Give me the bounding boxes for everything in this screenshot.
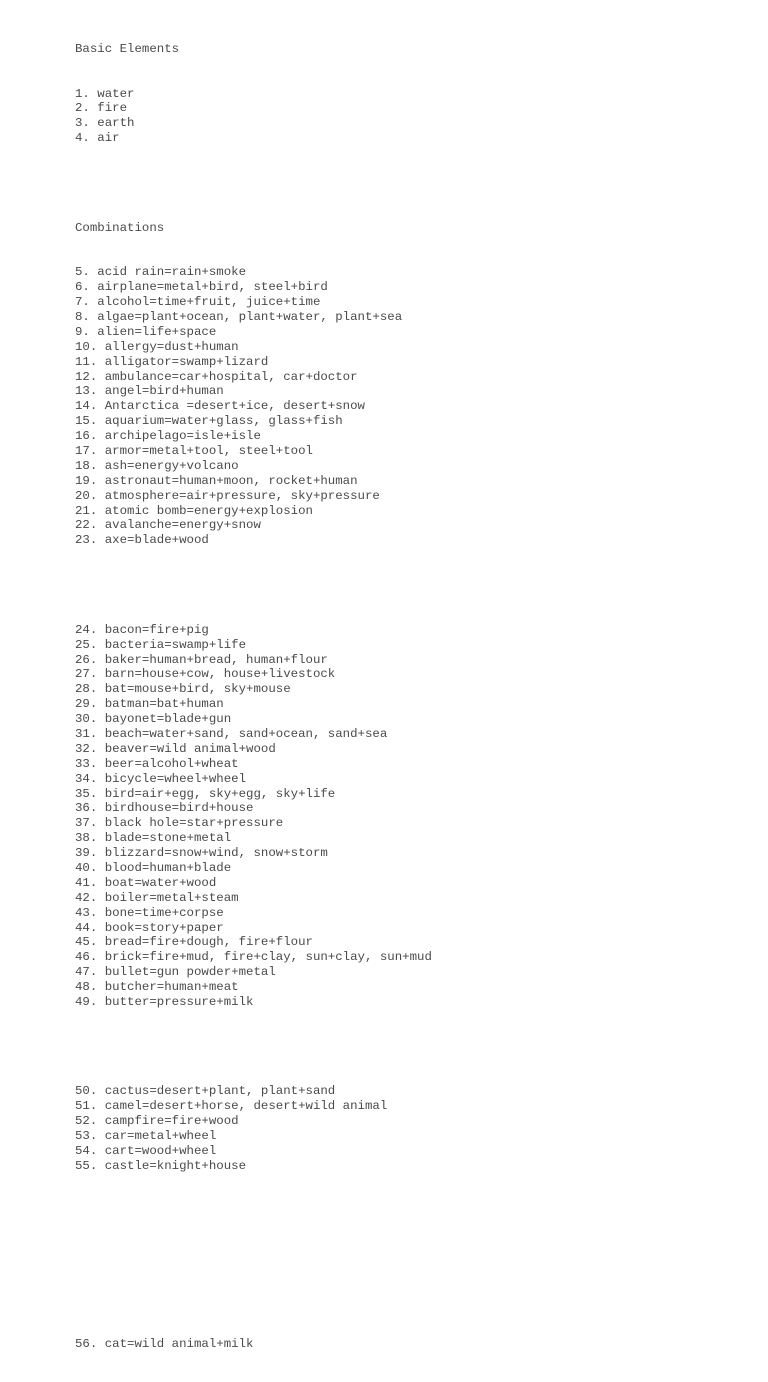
- list-item: 8. algae=plant+ocean, plant+water, plant+sea: [75, 309, 403, 324]
- list-item: 31. beach=water+sand, sand+ocean, sand+sea: [75, 726, 388, 741]
- list-item: 16. archipelago=isle+isle: [75, 429, 261, 444]
- combinations-heading: Combinations: [75, 220, 165, 235]
- list-item: 36. birdhouse=bird+house: [75, 801, 254, 816]
- spacer-large: [75, 1204, 432, 1308]
- list-item: 10. allergy=dust+human: [75, 339, 239, 354]
- combinations-group-d: [75, 1337, 432, 1352]
- list-item: 19. astronaut=human+moon, rocket+human: [75, 473, 358, 488]
- list-item: 29. batman=bat+human: [75, 697, 224, 712]
- list-item: 40. blood=human+blade: [75, 860, 232, 875]
- list-item: 54. cart=wood+wheel: [75, 1143, 217, 1158]
- list-item: 26. baker=human+bread, human+flour: [75, 652, 328, 667]
- list-item: 55. castle=knight+house: [75, 1158, 247, 1173]
- list-item: 56. cat=wild animal+milk: [75, 1337, 254, 1352]
- list-item: 34. bicycle=wheel+wheel: [75, 771, 247, 786]
- list-item: 14. Antarctica =desert+ice, desert+snow: [75, 399, 365, 414]
- list-item: 27. barn=house+cow, house+livestock: [75, 667, 336, 682]
- list-item: 9. alien=life+space: [75, 324, 217, 339]
- list-item: 2. fire: [75, 101, 128, 116]
- list-item: 53. car=metal+wheel: [75, 1129, 217, 1144]
- list-item: 32. beaver=wild animal+wood: [75, 741, 276, 756]
- basic-elements-heading: Basic Elements: [75, 41, 180, 56]
- list-item: 12. ambulance=car+hospital, car+doctor: [75, 369, 358, 384]
- list-item: 5. acid rain=rain+smoke: [75, 265, 247, 280]
- list-item: 50. cactus=desert+plant, plant+sand: [75, 1084, 336, 1099]
- list-item: 46. brick=fire+mud, fire+clay, sun+clay, sun+mud: [75, 950, 432, 965]
- list-item: 23. axe=blade+wood: [75, 533, 209, 548]
- list-item: 48. butcher=human+meat: [75, 980, 239, 995]
- list-item: 3. earth: [75, 116, 135, 131]
- combinations-group-c: [75, 1084, 432, 1173]
- list-item: 24. bacon=fire+pig: [75, 622, 209, 637]
- list-item: 37. black hole=star+pressure: [75, 816, 284, 831]
- list-item: 30. bayonet=blade+gun: [75, 712, 232, 727]
- list-item: 45. bread=fire+dough, fire+flour: [75, 935, 313, 950]
- list-item: 18. ash=energy+volcano: [75, 458, 239, 473]
- list-item: 28. bat=mouse+bird, sky+mouse: [75, 682, 291, 697]
- list-item: 49. butter=pressure+milk: [75, 995, 254, 1009]
- list-item: 52. campfire=fire+wood: [75, 1114, 239, 1129]
- list-item: 39. blizzard=snow+wind, snow+storm: [75, 846, 328, 861]
- list-item: 33. beer=alcohol+wheat: [75, 756, 239, 771]
- list-item: 38. blade=stone+metal: [75, 831, 232, 846]
- list-item: 43. bone=time+corpse: [75, 905, 224, 920]
- list-item: 15. aquarium=water+glass, glass+fish: [75, 414, 343, 429]
- spacer: [75, 578, 432, 593]
- list-item: 1. water: [75, 86, 135, 101]
- list-item: 25. bacteria=swamp+life: [75, 637, 247, 652]
- list-item: 21. atomic bomb=energy+explosion: [75, 503, 313, 518]
- list-item: 7. alcohol=time+fruit, juice+time: [75, 295, 321, 310]
- list-item: 35. bird=air+egg, sky+egg, sky+life: [75, 786, 336, 801]
- list-item: 47. bullet=gun powder+metal: [75, 965, 276, 980]
- list-item: 17. armor=metal+tool, steel+tool: [75, 443, 313, 458]
- list-item: 42. boiler=metal+steam: [75, 890, 239, 905]
- list-item: 20. atmosphere=air+pressure, sky+pressure: [75, 488, 380, 503]
- list-item: 44. book=story+paper: [75, 920, 224, 935]
- basic-elements-list: [75, 87, 432, 147]
- list-item: 6. airplane=metal+bird, steel+bird: [75, 280, 328, 295]
- combinations-group-a: [75, 265, 432, 548]
- combinations-group-b: [75, 623, 432, 1010]
- list-item: 13. angel=bird+human: [75, 384, 224, 399]
- list-item: 22. avalanche=energy+snow: [75, 518, 261, 533]
- list-item: 11. alligator=swamp+lizard: [75, 354, 269, 369]
- list-item: 41. boat=water+wood: [75, 875, 217, 890]
- list-item: 51. camel=desert+horse, desert+wild animal: [75, 1099, 388, 1114]
- list-item: 4. air: [75, 131, 120, 146]
- spacer: [75, 1040, 432, 1055]
- spacer: [75, 176, 432, 191]
- document-text: [75, 12, 432, 1382]
